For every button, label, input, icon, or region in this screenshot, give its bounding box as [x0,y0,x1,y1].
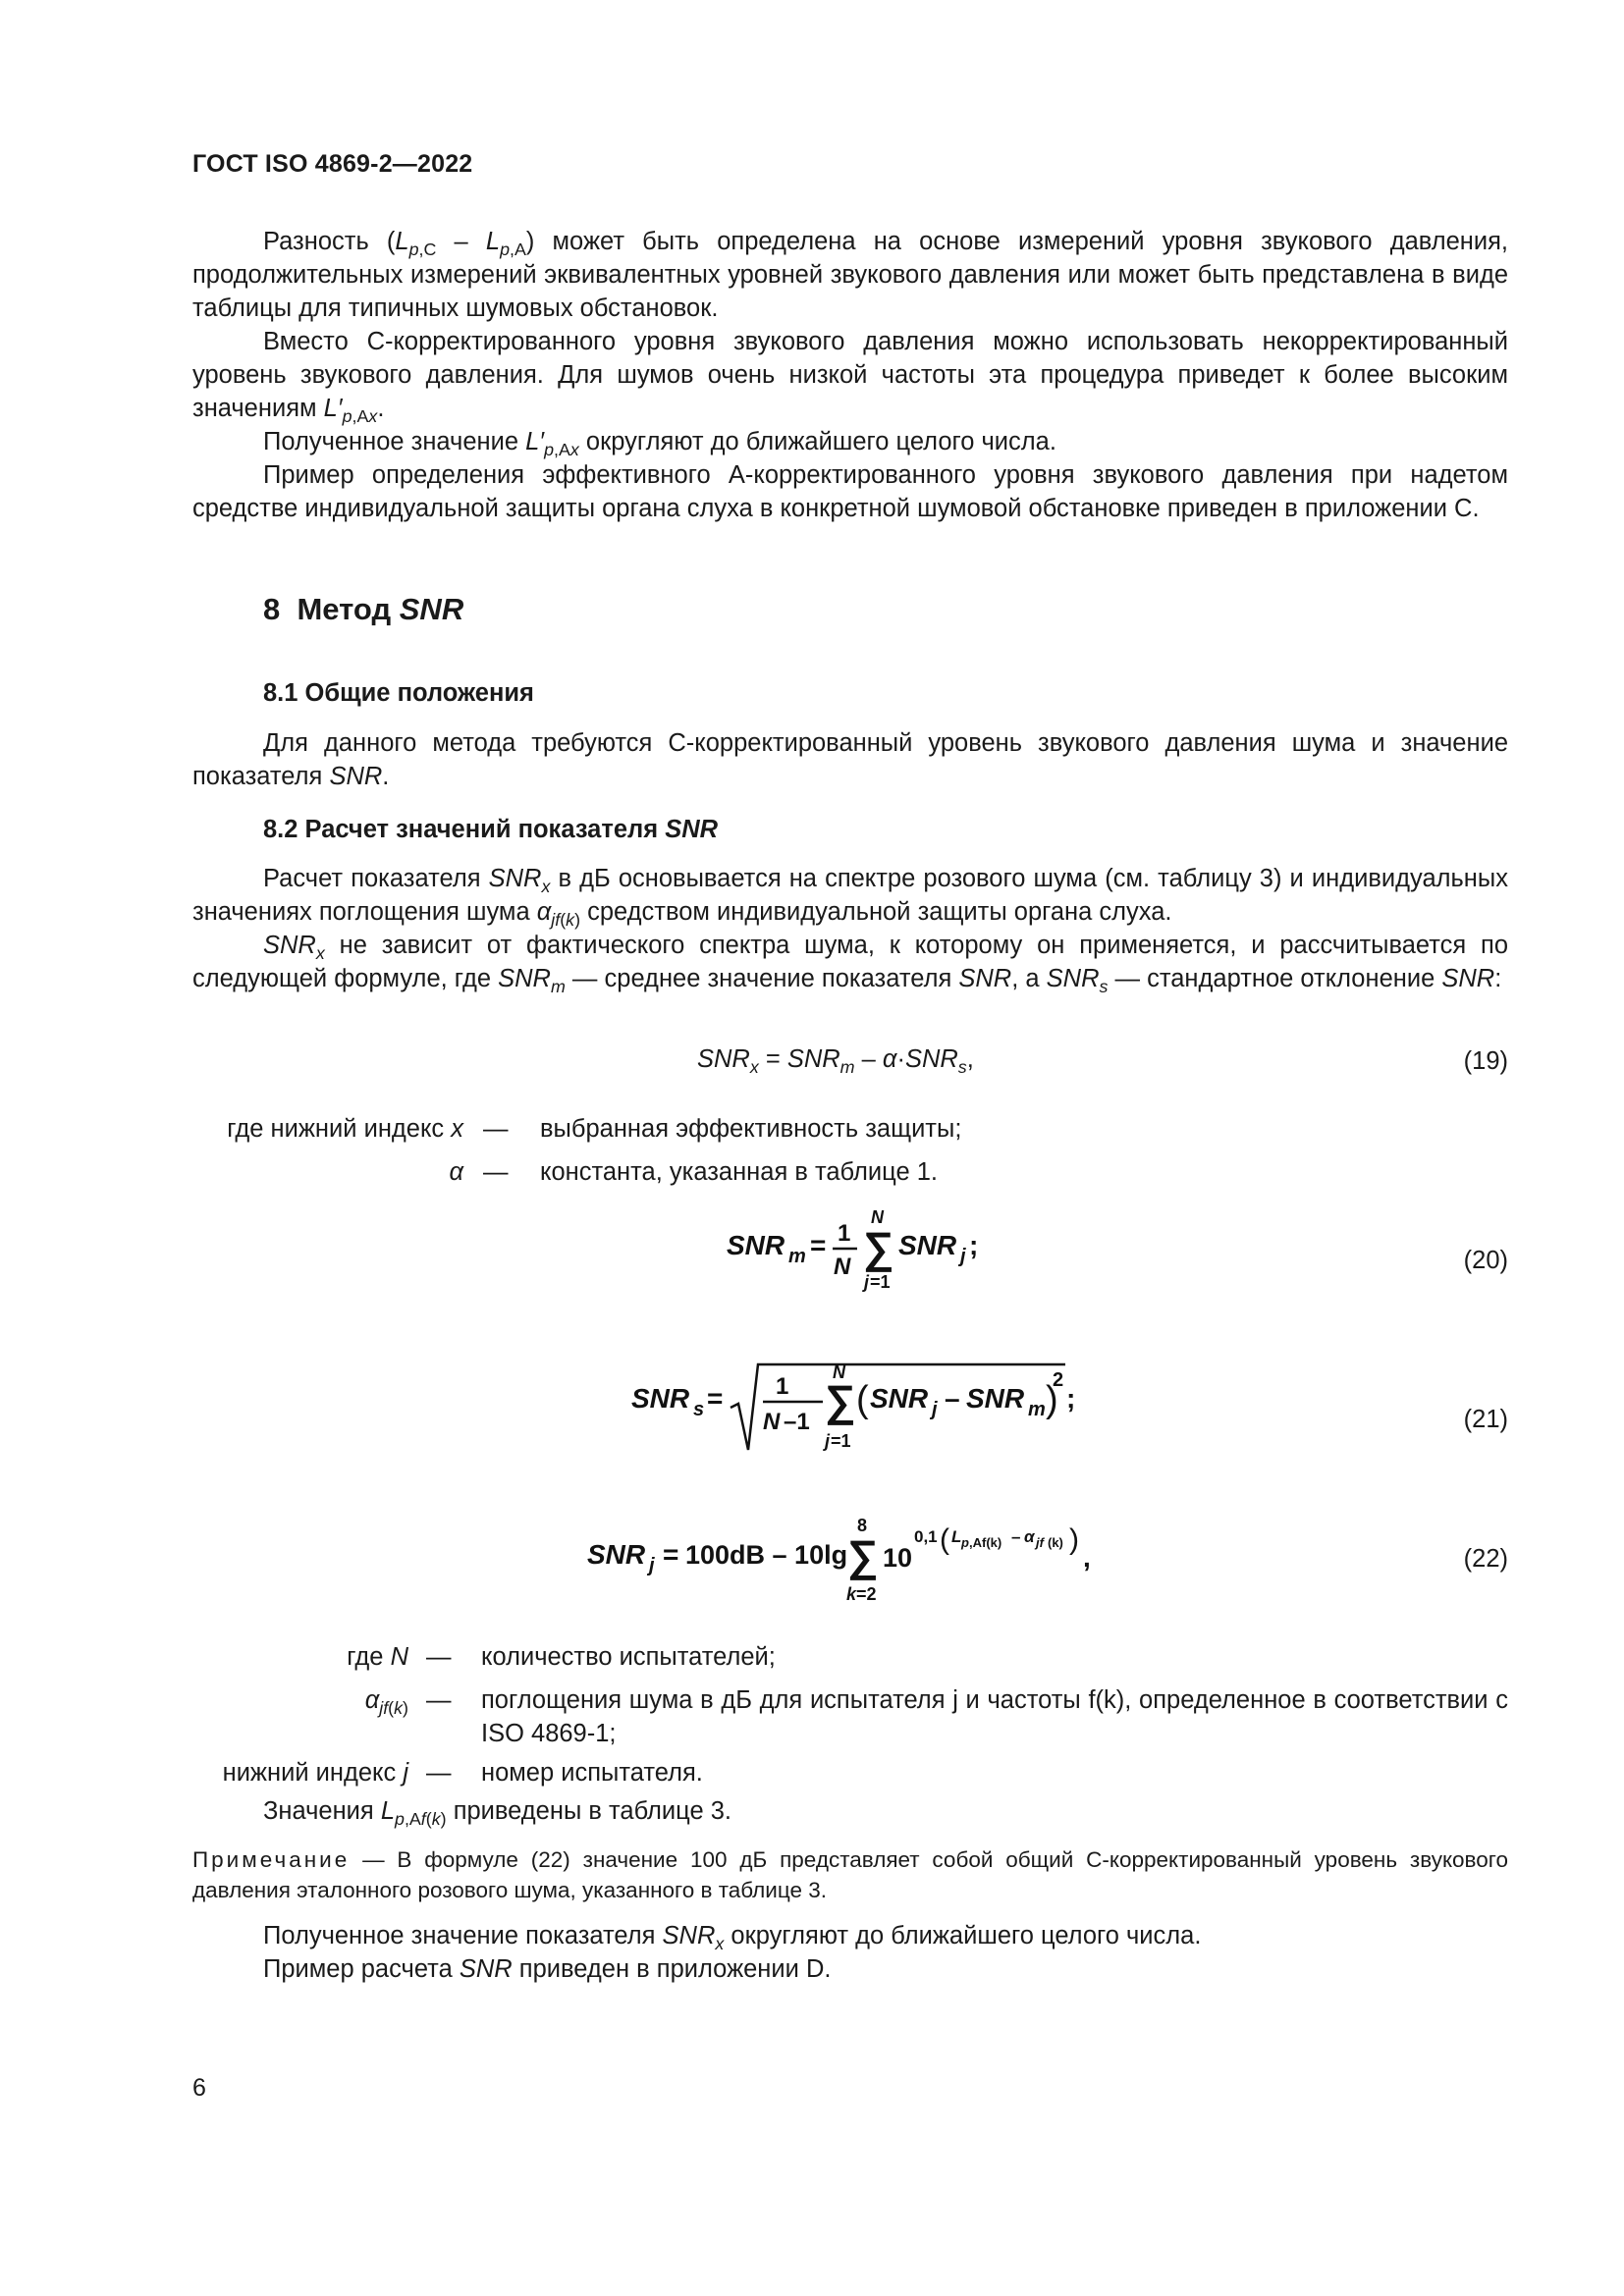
svg-text:j: j [960,1246,966,1267]
where-label: α [449,1158,463,1186]
svg-text:N: N [871,1207,884,1227]
svg-text:∑: ∑ [863,1224,894,1272]
where-text: выбранная эффективность защиты; [540,1115,962,1143]
where-text: константа, указанная в таблице 1. [540,1158,938,1186]
svg-text:=1: =1 [870,1272,891,1292]
svg-text:0,1: 0,1 [914,1527,938,1546]
svg-text:k: k [846,1584,857,1604]
svg-text:α: α [1024,1527,1035,1546]
svg-text:N: N [834,1254,851,1280]
where-label: нижний индекс j [222,1759,408,1787]
note [192,1844,1508,1905]
svg-text:–1: –1 [784,1409,810,1435]
svg-text:SNR: SNR [898,1230,957,1260]
dash: — [426,1643,452,1671]
svg-text:SNR: SNR [727,1230,785,1260]
equation-19: $SNR_x = SNR_m - \alpha\cdot SNR_s$, [697,1045,974,1077]
where-label: где нижний индекс x [227,1115,463,1143]
svg-text:SNR: SNR [870,1383,929,1414]
where-label: где N [347,1643,408,1671]
equation-number: (22) [1463,1545,1508,1573]
where-text: количество испытателей; [481,1643,776,1671]
svg-text:p: p [961,1535,969,1550]
svg-text:): ) [1046,1379,1058,1420]
svg-text:SNR: SNR [631,1383,690,1414]
svg-text:j: j [864,1272,870,1292]
equation-22 [584,1510,1134,1608]
paragraph: $SNR_x$ не зависит от фактического спектра шума, к которому он применяется, и рассчитывается по следующей формуле, где $SNR_m$ — среднее значение показателя SNR, а $SNR_s$ — стандартное отклонение SNR: [192,932,1508,996]
equation-21 [628,1357,1080,1455]
paragraph-block [192,862,1508,995]
section-heading: 8 Метод SNR [263,592,464,626]
svg-text:10: 10 [883,1543,913,1573]
note-text: — В формуле (22) значение 100 дБ представляет собой общий C-корректированный уровень звукового давления эталонного розового шума, указанного в таблице 3. [192,1847,1508,1902]
svg-text:–: – [945,1383,960,1414]
svg-text:=2: =2 [856,1584,877,1604]
equation-20 [722,1205,987,1294]
paragraph: Разность $(L_{p,C} - L_{p,A})$ может быть определена на основе измерений уровня звукового давления, продолжительных измерений эквивалентных уровней звукового давления или может быть представлена в виде таблицы для типичных шумовых обстановок. [192,228,1508,322]
paragraph: Полученное значение $L'_{p,Ax}$ округляют до ближайшего целого числа. [263,428,1056,459]
svg-text:m: m [788,1246,806,1267]
paragraph: Расчет показателя $SNR_x$ в дБ основывается на спектре розового шума (см. таблицу 3) и индивидуальных значениях поглощения шума $\alpha_{jf(k)}$ средством индивидуальной защиты органа слуха. [192,865,1508,930]
where-text: номер испытателя. [481,1759,703,1787]
svg-text:;: ; [969,1230,979,1260]
equation-number: (19) [1463,1047,1508,1075]
svg-text:N: N [833,1362,845,1382]
svg-text:N: N [763,1409,781,1435]
svg-text:,: , [1083,1542,1091,1573]
svg-text:jf: jf [1036,1535,1044,1550]
dash: — [426,1686,452,1714]
svg-text:∑: ∑ [847,1532,879,1580]
document-header: ГОСТ ISO 4869-2—2022 [192,150,473,178]
equation-number: (21) [1463,1406,1508,1433]
where-text: поглощения шума в дБ для испытателя j и частоты f(k), определенное в соответствии с ISO 4869-1; [481,1686,1508,1747]
paragraph: Для данного метода требуются C-корректированный уровень звукового давления шума и значение показателя SNR. [192,729,1508,790]
svg-text:): ) [1069,1523,1079,1556]
paragraph-block [192,726,1508,793]
svg-text:(: ( [856,1379,869,1420]
svg-text:∑: ∑ [825,1377,856,1425]
subsection-heading: 8.2 Расчет значений показателя SNR [263,816,719,843]
svg-text:–: – [1011,1527,1021,1546]
svg-text:=1: =1 [831,1431,851,1451]
svg-text:j: j [649,1555,655,1576]
svg-text:2: 2 [1053,1369,1064,1391]
svg-text:m: m [1028,1399,1046,1420]
svg-text:SNR: SNR [966,1383,1025,1414]
where-label: $\alpha_{jf(k)}$ [364,1686,408,1718]
svg-text:=: = [810,1230,827,1260]
dash: — [483,1158,509,1186]
svg-text:SNR: SNR [587,1539,646,1570]
paragraph: Вместо C-корректированного уровня звукового давления можно использовать некорректированный уровень звукового давления. Для шумов очень низкой частоты эта процедура приведет к более высоким значениям $L'_{p,Ax}$. [192,328,1508,426]
paragraph-block [192,1919,1508,1986]
note-label: Примечание [192,1847,351,1872]
svg-text:j: j [932,1399,938,1420]
svg-text:L: L [951,1527,962,1546]
svg-text:100dB – 10lg: 100dB – 10lg [685,1540,848,1570]
svg-text:(: ( [940,1523,949,1556]
paragraph: Полученное значение показателя $SNR_x$ округляют до ближайшего целого числа. [263,1922,1202,1953]
svg-text:s: s [693,1399,705,1420]
svg-text:8: 8 [857,1516,868,1535]
paragraph: Пример расчета SNR приведен в приложении D. [263,1955,832,1983]
intro-block [192,225,1508,525]
svg-text:=: = [707,1383,724,1414]
equation-number: (20) [1463,1247,1508,1274]
paragraph: Пример определения эффективного A-корректированного уровня звукового давления при надетом средстве индивидуальной защиты органа слуха в конкретной шумовой обстановке приведен в приложении C. [192,461,1508,522]
dash: — [483,1115,509,1143]
svg-text:1: 1 [776,1373,789,1400]
page-number: 6 [192,2074,206,2102]
svg-text:=: = [663,1539,679,1570]
svg-text:1: 1 [838,1220,851,1247]
svg-text:(k): (k) [1048,1535,1063,1550]
svg-text:j: j [825,1431,831,1451]
subsection-heading: 8.1 Общие положения [263,679,534,707]
svg-text:,Af(k): ,Af(k) [969,1535,1002,1550]
paragraph-block [192,1794,1508,1828]
svg-text:;: ; [1066,1383,1076,1414]
dash: — [426,1759,452,1787]
paragraph: Значения $L_{p,Af(k)}$ приведены в таблице 3. [263,1797,732,1829]
